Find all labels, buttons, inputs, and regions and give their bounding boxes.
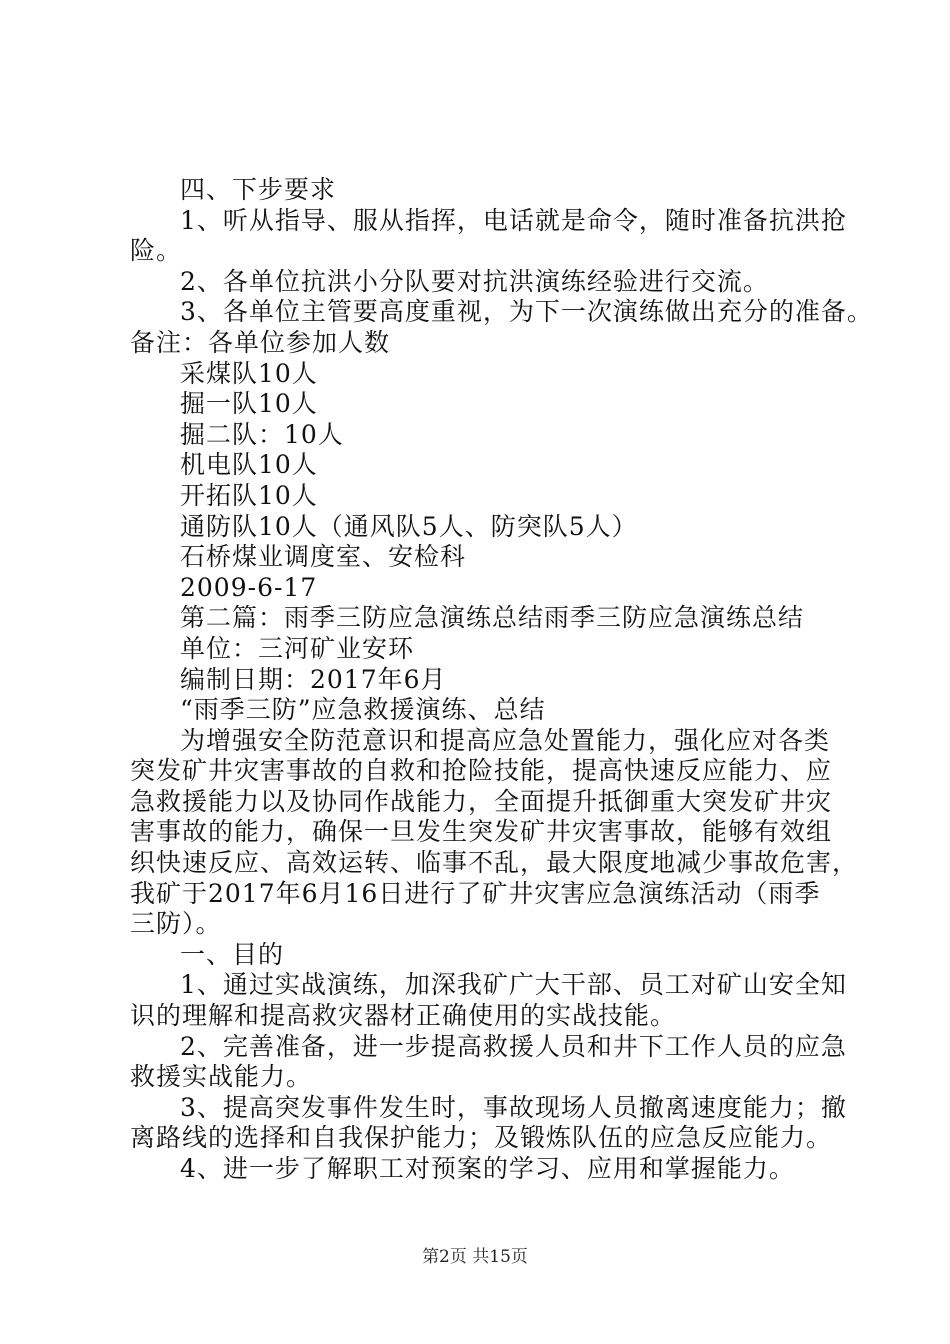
document-line: 四、下步要求 (180, 175, 337, 204)
document-line: 一、目的 (180, 939, 285, 969)
document-line: 第二篇：雨季三防应急演练总结雨季三防应急演练总结 (180, 603, 805, 633)
document-line: 我矿于2017年6月16日进行了矿井灾害应急演练活动（雨季 (130, 878, 821, 908)
document-line: 3、各单位主管要高度重视，为下一次演练做出充分的准备。 (180, 297, 873, 327)
document-line: 离路线的选择和自我保护能力；及锻炼队伍的应急反应能力。 (130, 1123, 833, 1153)
document-line: 4、进一步了解职工对预案的学习、应用和掌握能力。 (180, 1154, 795, 1183)
page-footer: 第2页 共15页 (422, 1247, 528, 1267)
document-line: 害事故的能力，确保一旦发生突发矿井灾害事故，能够有效组 (130, 817, 833, 847)
document-line: 2、完善准备，进一步提高救援人员和井下工作人员的应急 (180, 1031, 847, 1061)
document-line: 三防）。 (130, 909, 222, 939)
document-line: 机电队10人 (180, 450, 318, 480)
document-line: 3、提高突发事件发生时，事故现场人员撤离速度能力；撤 (180, 1092, 847, 1122)
document-line: 识的理解和提高救灾器材正确使用的实战技能。 (130, 1001, 677, 1031)
document-line: 采煤队10人 (180, 358, 318, 388)
document-line: 通防队10人（通风队5人、防突队5人） (180, 511, 638, 541)
document-line: 险。 (130, 236, 183, 266)
document-line: 2009-6-17 (180, 572, 318, 602)
document-line: 2、各单位抗洪小分队要对抗洪演练经验进行交流。 (180, 266, 769, 296)
document-line: 突发矿井灾害事故的自救和抢险技能，提高快速反应能力、应 (130, 756, 833, 786)
document-line: 织快速反应、高效运转、临事不乱，最大限度地减少事故危害， (130, 848, 859, 878)
document-line: 1、通过实战演练，加深我矿广大干部、员工对矿山安全知 (180, 970, 847, 1000)
document-line: 急救援能力以及协同作战能力，全面提升抵御重大突发矿井灾 (130, 786, 833, 816)
document-line: 1、听从指导、服从指挥，电话就是命令，随时准备抗洪抢 (180, 205, 847, 235)
document-line: 救援实战能力。 (130, 1062, 313, 1092)
document-line: 为增强安全防范意识和提高应急处置能力，强化应对各类 (180, 725, 831, 755)
document-line: 编制日期：2017年6月 (180, 664, 447, 694)
document-line: 单位：三河矿业安环 (180, 633, 415, 663)
document-body (130, 175, 873, 1185)
document-line: 掘一队10人 (180, 389, 318, 419)
document-line: 掘二队：10人 (180, 419, 344, 449)
document-line: 备注：各单位参加人数 (130, 327, 391, 357)
document-line: 石桥煤业调度室、安检科 (180, 542, 467, 572)
document-line: “雨季三防”应急救援演练、总结 (180, 695, 546, 725)
document-line: 开拓队10人 (180, 480, 318, 510)
